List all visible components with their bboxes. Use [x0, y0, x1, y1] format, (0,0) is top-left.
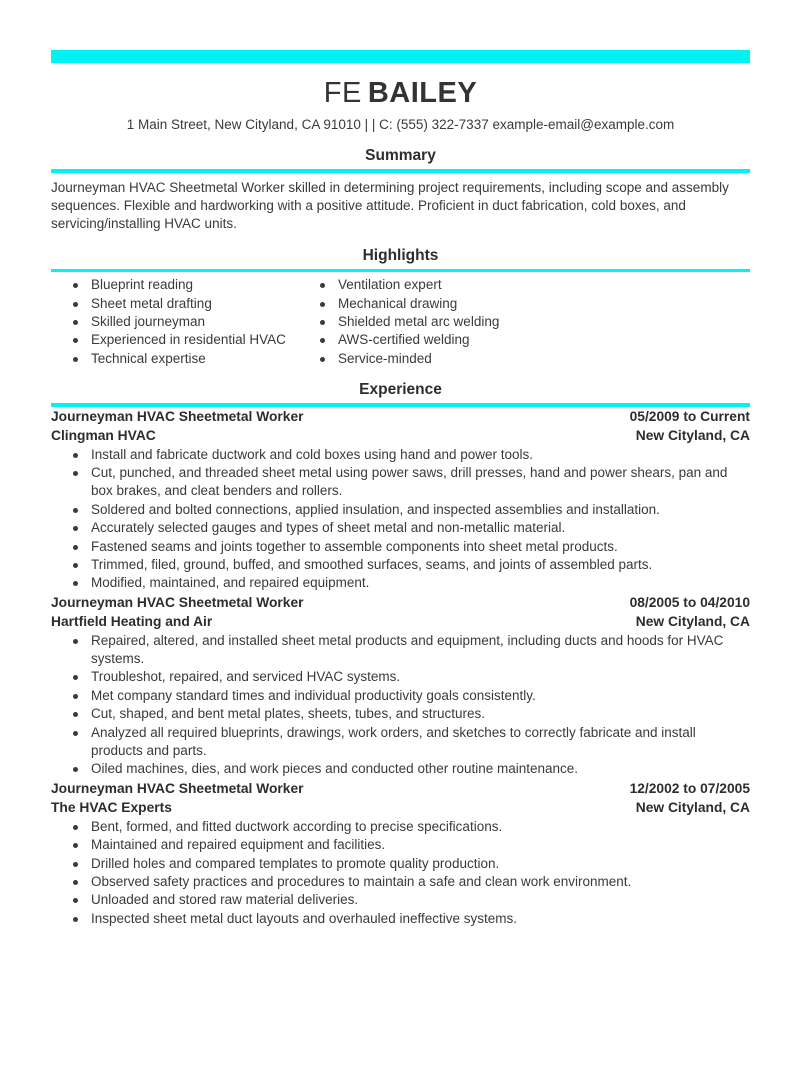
job-bullet: Repaired, altered, and installed sheet metal products and equipment, including ducts and hoods for HVAC systems.	[51, 632, 750, 669]
job-title: Journeyman HVAC Sheetmetal Worker	[51, 408, 304, 424]
job-bullet: Soldered and bolted connections, applied insulation, and inspected assemblies and installation.	[51, 501, 750, 519]
section-experience	[51, 381, 750, 928]
job-title-row	[51, 408, 750, 426]
job-bullet: Oiled machines, dies, and work pieces and conducted other routine maintenance.	[51, 760, 750, 778]
job-location: New Cityland, CA	[635, 614, 750, 630]
highlight-item: Experienced in residential HVAC	[51, 331, 298, 349]
candidate-name	[51, 76, 750, 110]
highlight-item: Technical expertise	[51, 350, 298, 368]
job-bullet: Cut, shaped, and bent metal plates, sheets, tubes, and structures.	[51, 705, 750, 723]
job-bullet: Bent, formed, and fitted ductwork according to precise specifications.	[51, 818, 750, 836]
job-dates: 12/2002 to 07/2005	[629, 780, 750, 796]
job-company: Clingman HVAC	[51, 428, 156, 444]
highlight-item: Sheet metal drafting	[51, 295, 298, 313]
section-highlights	[51, 247, 750, 369]
job-bullet: Modified, maintained, and repaired equipment.	[51, 574, 750, 592]
accent-bar	[51, 50, 750, 63]
job-bullet: Cut, punched, and threaded sheet metal using power saws, drill presses, hand and power shears, pan and box brakes, and cleat benders and rollers.	[51, 464, 750, 501]
job-title: Journeyman HVAC Sheetmetal Worker	[51, 594, 304, 610]
highlights-columns	[51, 276, 750, 368]
job-entry	[51, 408, 750, 593]
job-bullet: Met company standard times and individual productivity goals consistently.	[51, 687, 750, 705]
job-company-row	[51, 427, 750, 445]
highlight-item: AWS-certified welding	[298, 331, 750, 349]
contact-line: 1 Main Street, New Cityland, CA 91010 | | C: (555) 322-7337 example-email@example.com	[126, 117, 675, 132]
section-divider	[51, 169, 750, 173]
job-bullet: Inspected sheet metal duct layouts and overhauled ineffective systems.	[51, 910, 750, 928]
candidate-first-name: FE	[323, 77, 362, 109]
highlight-item: Mechanical drawing	[298, 295, 750, 313]
section-divider	[51, 403, 750, 407]
job-bullet: Trimmed, filed, ground, buffed, and smoothed surfaces, seams, and joints of assembled parts.	[51, 556, 750, 574]
job-bullet: Maintained and repaired equipment and facilities.	[51, 836, 750, 854]
highlight-item: Service-minded	[298, 350, 750, 368]
job-location: New Cityland, CA	[635, 428, 750, 444]
job-title-row	[51, 780, 750, 798]
section-summary	[51, 147, 750, 234]
job-bullet: Observed safety practices and procedures to maintain a safe and clean work environment.	[51, 873, 750, 891]
resume-page	[0, 50, 800, 1085]
highlights-heading: Highlights	[362, 246, 439, 264]
job-entry	[51, 780, 750, 928]
job-company: Hartfield Heating and Air	[51, 614, 213, 630]
job-dates: 05/2009 to Current	[629, 408, 750, 424]
section-divider	[51, 269, 750, 273]
summary-heading: Summary	[365, 147, 436, 164]
summary-text: Journeyman HVAC Sheetmetal Worker skilled in determining project requirements, including scope and assembly sequences. Flexible and hardworking with a positive attitude. Proficient in duct fabrication, cold boxes, and servicing/installing HVAC units.	[51, 179, 729, 232]
highlight-item: Skilled journeyman	[51, 313, 298, 331]
job-bullet: Accurately selected gauges and types of sheet metal and non-metallic material.	[51, 519, 750, 537]
job-bullet: Troubleshot, repaired, and serviced HVAC systems.	[51, 668, 750, 686]
job-company: The HVAC Experts	[51, 800, 172, 816]
highlight-item: Shielded metal arc welding	[298, 313, 750, 331]
highlight-item: Blueprint reading	[51, 276, 298, 294]
job-company-row	[51, 613, 750, 631]
job-dates: 08/2005 to 04/2010	[629, 594, 750, 610]
job-company-row	[51, 799, 750, 817]
highlight-item: Ventilation expert	[298, 276, 750, 294]
candidate-last-name: BAILEY	[367, 77, 478, 109]
job-bullet: Analyzed all required blueprints, drawings, work orders, and sketches to correctly fabricate and install products and parts.	[51, 724, 750, 761]
job-bullet-list	[51, 632, 750, 779]
job-bullet: Drilled holes and compared templates to promote quality production.	[51, 855, 750, 873]
resume-content	[51, 50, 750, 928]
job-bullet: Unloaded and stored raw material deliveries.	[51, 891, 750, 909]
job-entry	[51, 594, 750, 779]
experience-heading: Experience	[359, 381, 442, 399]
job-bullet: Install and fabricate ductwork and cold boxes using hand and power tools.	[51, 446, 750, 464]
job-location: New Cityland, CA	[635, 800, 750, 816]
job-title-row	[51, 594, 750, 612]
highlights-column-2	[298, 276, 750, 368]
highlights-column-1	[51, 276, 298, 368]
job-title: Journeyman HVAC Sheetmetal Worker	[51, 780, 304, 796]
job-bullet: Fastened seams and joints together to assemble components into sheet metal products.	[51, 538, 750, 556]
job-bullet-list	[51, 446, 750, 593]
job-bullet-list	[51, 818, 750, 928]
